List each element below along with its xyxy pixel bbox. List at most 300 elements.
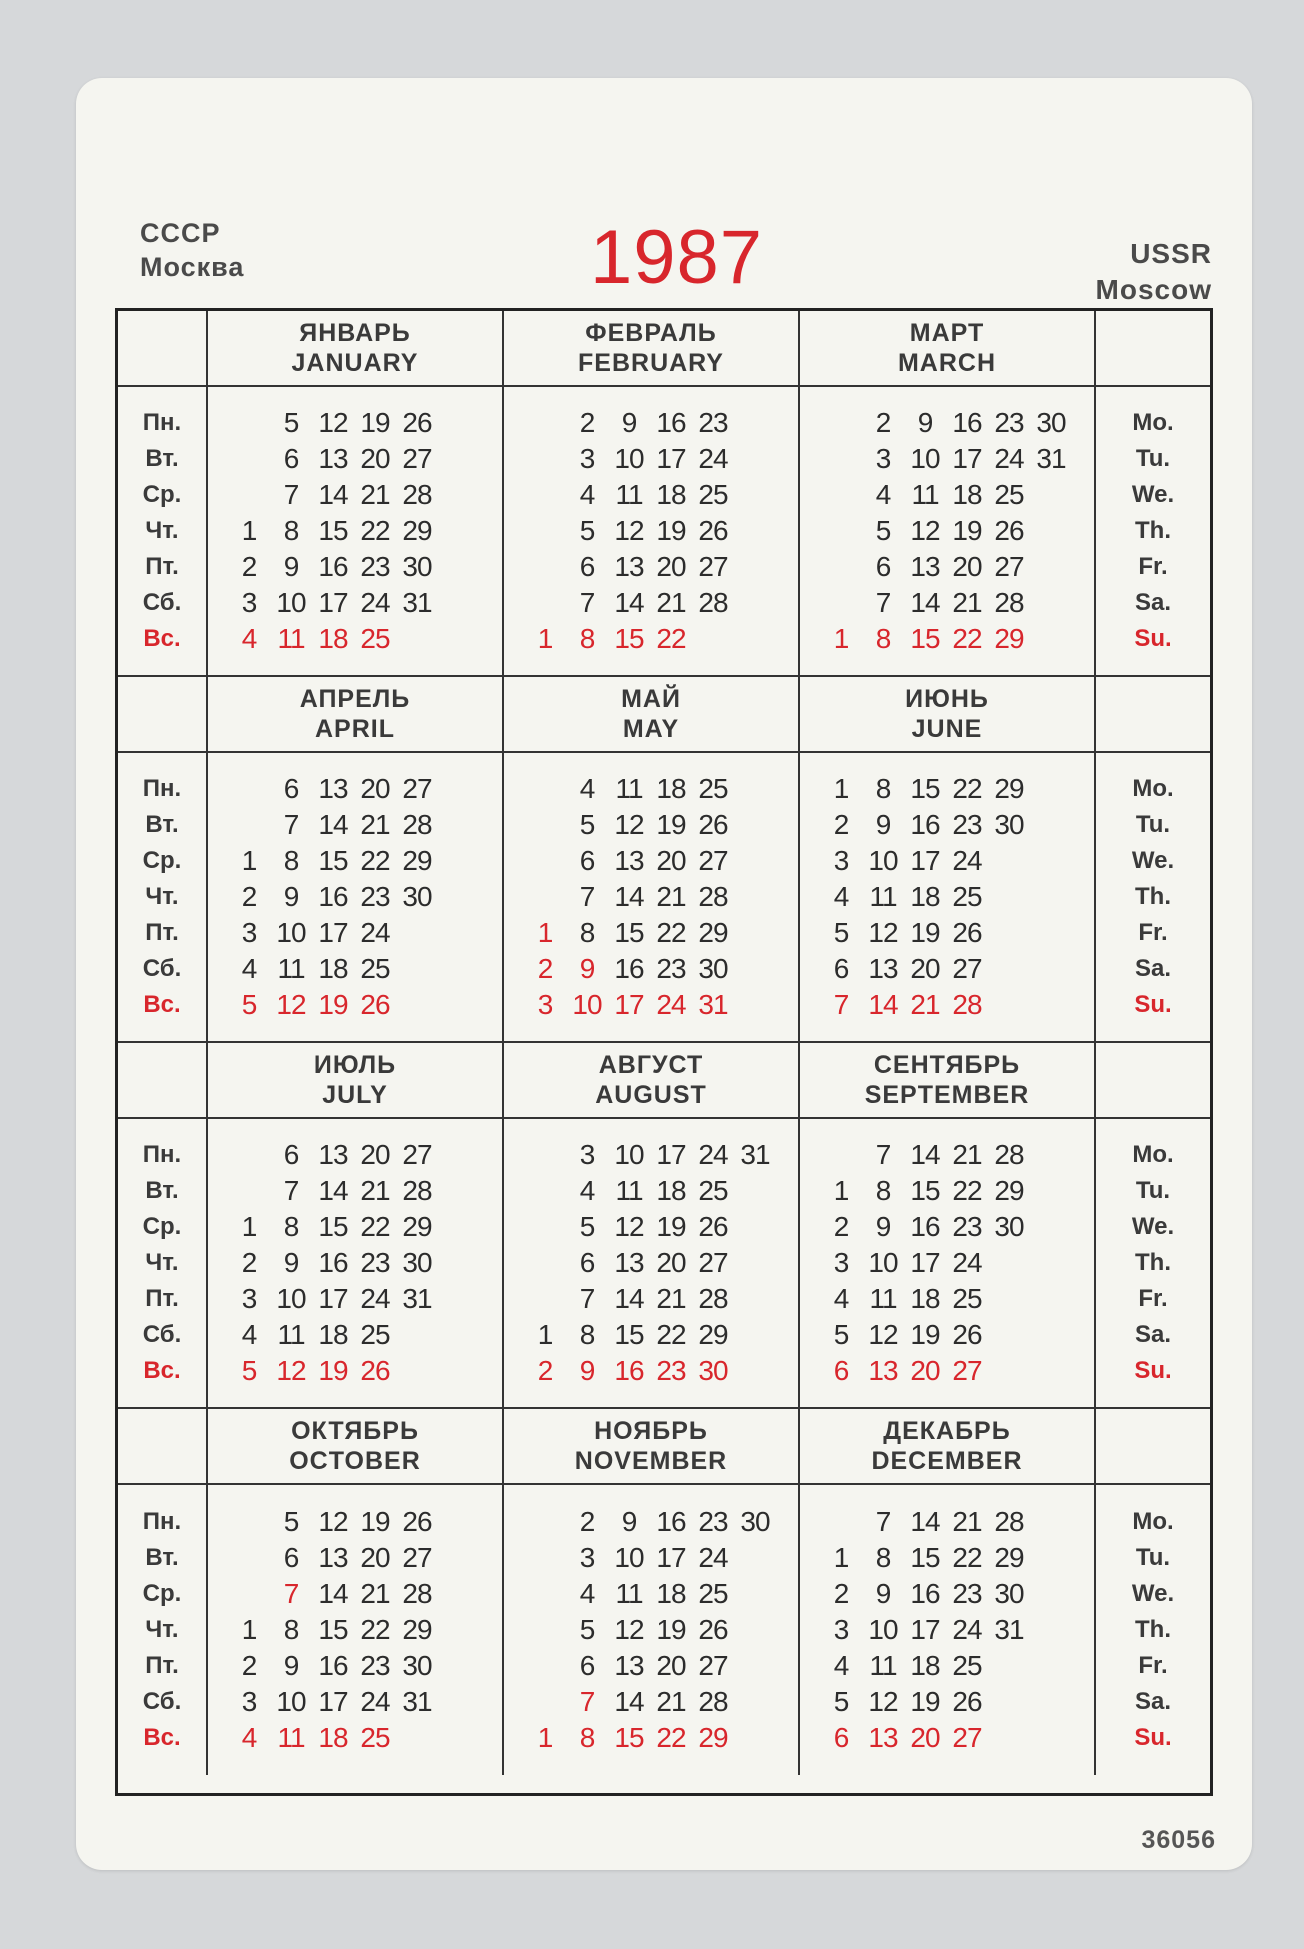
day-number: 19 — [656, 809, 686, 840]
week-row — [526, 771, 798, 807]
day-number: 18 — [318, 953, 348, 984]
month-header — [504, 1043, 800, 1119]
day-number: 4 — [241, 1319, 257, 1350]
day-number: 18 — [318, 1319, 348, 1350]
day-number: 5 — [241, 1355, 257, 1386]
day-number: 15 — [614, 1722, 644, 1753]
day-number: 13 — [614, 845, 644, 876]
weekday-label-en: Fr. — [1138, 1652, 1168, 1679]
day-number: 2 — [833, 1578, 849, 1609]
weekday-label-ru: Пт. — [145, 1652, 179, 1679]
day-number: 3 — [833, 1614, 849, 1645]
week-row — [230, 1648, 502, 1684]
day-number: 25 — [698, 479, 728, 510]
day-number: 27 — [994, 551, 1024, 582]
day-number: 12 — [910, 515, 940, 546]
week-row — [822, 1648, 1094, 1684]
day-number: 19 — [656, 515, 686, 546]
weekday-label-en: We. — [1131, 1213, 1175, 1240]
weekday-labels-en — [1096, 1485, 1210, 1775]
day-number: 21 — [910, 989, 940, 1020]
weekday-label-ru: Вс. — [143, 625, 181, 652]
month-name-en: MARCH — [897, 349, 997, 377]
day-number: 9 — [283, 1650, 299, 1681]
grid-corner-cell — [118, 1409, 208, 1485]
day-number: 8 — [579, 1722, 595, 1753]
day-number: 4 — [579, 479, 595, 510]
week-row — [230, 1684, 502, 1720]
week-row — [230, 1317, 502, 1353]
week-row — [230, 843, 502, 879]
week-row — [822, 807, 1094, 843]
grid-corner-cell — [1096, 677, 1210, 753]
weekday-label-ru: Сб. — [142, 1688, 182, 1715]
day-number: 15 — [614, 623, 644, 654]
day-number: 18 — [656, 1578, 686, 1609]
day-number: 21 — [656, 881, 686, 912]
day-number: 28 — [994, 1139, 1024, 1170]
week-row — [230, 1209, 502, 1245]
day-number: 5 — [579, 1614, 595, 1645]
weekday-label-en: Tu. — [1135, 1544, 1171, 1571]
weekday-label-ru: Вс. — [143, 1724, 181, 1751]
month-days — [504, 753, 800, 1043]
month-name-en: NOVEMBER — [574, 1447, 728, 1475]
month-name-en: AUGUST — [595, 1081, 707, 1109]
day-number: 30 — [1036, 407, 1066, 438]
month-header — [208, 1043, 504, 1119]
week-row — [526, 1353, 798, 1389]
day-number: 16 — [910, 1211, 940, 1242]
weekday-label-ru: Пн. — [142, 775, 182, 802]
weekday-label-en: Tu. — [1135, 811, 1171, 838]
day-number: 1 — [537, 1722, 553, 1753]
day-number: 4 — [579, 773, 595, 804]
day-number: 22 — [360, 1211, 390, 1242]
country-ru: СССР — [140, 218, 221, 248]
weekday-label-ru: Вс. — [143, 991, 181, 1018]
day-number: 15 — [318, 1614, 348, 1645]
month-name-ru: НОЯБРЬ — [594, 1417, 708, 1445]
day-number: 14 — [318, 1578, 348, 1609]
day-number: 17 — [952, 443, 982, 474]
day-number: 7 — [579, 1686, 595, 1717]
week-row — [526, 1209, 798, 1245]
day-number: 23 — [698, 1506, 728, 1537]
week-row — [526, 915, 798, 951]
day-number: 28 — [402, 809, 432, 840]
day-number: 24 — [360, 587, 390, 618]
week-row — [822, 1576, 1094, 1612]
day-number: 25 — [360, 1319, 390, 1350]
day-number: 1 — [833, 773, 849, 804]
day-number: 29 — [402, 1614, 432, 1645]
month-name-en: SEPTEMBER — [864, 1081, 1030, 1109]
weekday-label-ru: Сб. — [142, 955, 182, 982]
day-number: 9 — [875, 1578, 891, 1609]
day-number: 17 — [318, 917, 348, 948]
day-number: 21 — [952, 1139, 982, 1170]
day-number: 17 — [656, 1139, 686, 1170]
day-number: 24 — [698, 1139, 728, 1170]
month-name-ru: АПРЕЛЬ — [299, 685, 411, 713]
day-number: 5 — [241, 989, 257, 1020]
day-number: 15 — [910, 1542, 940, 1573]
weekday-label-ru: Пн. — [142, 1141, 182, 1168]
day-number: 14 — [910, 587, 940, 618]
day-number: 8 — [283, 515, 299, 546]
header-left — [140, 216, 244, 284]
weekday-label-ru: Вт. — [145, 1177, 179, 1204]
day-number: 27 — [698, 1650, 728, 1681]
week-row — [822, 1281, 1094, 1317]
day-number: 6 — [833, 1722, 849, 1753]
week-row — [822, 441, 1094, 477]
day-number: 8 — [283, 1211, 299, 1242]
day-number: 21 — [656, 587, 686, 618]
day-number: 16 — [952, 407, 982, 438]
day-number: 20 — [952, 551, 982, 582]
day-number: 17 — [656, 1542, 686, 1573]
day-number: 12 — [318, 407, 348, 438]
weekday-label-ru: Ср. — [142, 481, 182, 508]
month-header — [208, 677, 504, 753]
day-number: 4 — [579, 1578, 595, 1609]
weekday-labels-ru — [118, 753, 208, 1043]
day-number: 13 — [868, 953, 898, 984]
day-number: 15 — [614, 917, 644, 948]
day-number: 11 — [277, 953, 305, 984]
weekday-label-ru: Чт. — [145, 517, 179, 544]
day-number: 18 — [318, 1722, 348, 1753]
day-number: 19 — [360, 407, 390, 438]
day-number: 2 — [579, 407, 595, 438]
day-number: 5 — [833, 1319, 849, 1350]
day-number: 21 — [360, 809, 390, 840]
day-number: 12 — [276, 989, 306, 1020]
day-number: 19 — [318, 1355, 348, 1386]
day-number: 24 — [994, 443, 1024, 474]
day-number: 13 — [910, 551, 940, 582]
day-number: 2 — [833, 809, 849, 840]
day-number: 16 — [656, 407, 686, 438]
month-name-en: JULY — [322, 1081, 388, 1109]
day-number: 11 — [277, 1722, 305, 1753]
week-row — [526, 621, 798, 657]
day-number: 3 — [579, 443, 595, 474]
day-number: 21 — [360, 479, 390, 510]
day-number: 3 — [241, 917, 257, 948]
day-number: 16 — [910, 1578, 940, 1609]
day-number: 6 — [833, 1355, 849, 1386]
month-name-ru: СЕНТЯБРЬ — [873, 1051, 1021, 1079]
day-number: 20 — [360, 1542, 390, 1573]
day-number: 22 — [360, 1614, 390, 1645]
weekday-label-en: Tu. — [1135, 1177, 1171, 1204]
day-number: 13 — [614, 1247, 644, 1278]
month-header — [800, 1043, 1096, 1119]
weekday-label-en: Mo. — [1132, 775, 1174, 802]
day-number: 24 — [952, 845, 982, 876]
week-row — [822, 771, 1094, 807]
day-number: 6 — [283, 1542, 299, 1573]
day-number: 4 — [241, 623, 257, 654]
day-number: 21 — [360, 1175, 390, 1206]
day-number: 26 — [698, 1614, 728, 1645]
day-number: 6 — [579, 1247, 595, 1278]
month-name-ru: ОКТЯБРЬ — [291, 1417, 419, 1445]
day-number: 10 — [614, 443, 644, 474]
day-number: 25 — [952, 881, 982, 912]
day-number: 9 — [621, 1506, 637, 1537]
day-number: 14 — [318, 1175, 348, 1206]
weekday-label-ru: Сб. — [142, 1321, 182, 1348]
day-number: 28 — [402, 1578, 432, 1609]
day-number: 1 — [833, 1542, 849, 1573]
day-number: 27 — [952, 1722, 982, 1753]
day-number: 13 — [868, 1355, 898, 1386]
day-number: 9 — [283, 551, 299, 582]
day-number: 5 — [283, 1506, 299, 1537]
day-number: 14 — [614, 587, 644, 618]
day-number: 12 — [868, 1319, 898, 1350]
day-number: 29 — [994, 1175, 1024, 1206]
day-number: 1 — [537, 917, 553, 948]
month-name-en: JUNE — [911, 715, 983, 743]
week-row — [526, 1576, 798, 1612]
day-number: 22 — [360, 845, 390, 876]
day-number: 17 — [656, 443, 686, 474]
day-number: 7 — [833, 989, 849, 1020]
day-number: 7 — [875, 1506, 891, 1537]
month-name-en: DECEMBER — [871, 1447, 1023, 1475]
day-number: 29 — [994, 1542, 1024, 1573]
week-row — [230, 477, 502, 513]
day-number: 22 — [656, 917, 686, 948]
day-number: 10 — [868, 1614, 898, 1645]
day-number: 1 — [241, 845, 257, 876]
day-number: 23 — [952, 1211, 982, 1242]
month-name-ru: ИЮНЬ — [905, 685, 989, 713]
day-number: 4 — [833, 881, 849, 912]
day-number: 1 — [833, 1175, 849, 1206]
day-number: 27 — [698, 1247, 728, 1278]
day-number: 28 — [698, 881, 728, 912]
week-row — [822, 1209, 1094, 1245]
day-number: 30 — [740, 1506, 770, 1537]
day-number: 20 — [656, 1247, 686, 1278]
day-number: 31 — [994, 1614, 1024, 1645]
day-number: 5 — [875, 515, 891, 546]
day-number: 30 — [402, 881, 432, 912]
weekday-label-en: Su. — [1134, 625, 1172, 652]
day-number: 16 — [318, 1247, 348, 1278]
day-number: 26 — [952, 917, 982, 948]
week-row — [822, 1173, 1094, 1209]
day-number: 7 — [875, 587, 891, 618]
day-number: 5 — [579, 515, 595, 546]
month-name-en: APRIL — [315, 715, 395, 743]
weekday-label-ru: Пт. — [145, 1285, 179, 1312]
day-number: 27 — [952, 1355, 982, 1386]
day-number: 17 — [318, 1686, 348, 1717]
day-number: 7 — [283, 809, 299, 840]
day-number: 15 — [318, 845, 348, 876]
weekday-label-en: Sa. — [1134, 955, 1172, 982]
week-row — [526, 1317, 798, 1353]
day-number: 9 — [579, 1355, 595, 1386]
city-ru: Москва — [140, 252, 245, 282]
weekday-label-en: Fr. — [1138, 919, 1168, 946]
day-number: 23 — [360, 881, 390, 912]
day-number: 24 — [360, 1283, 390, 1314]
week-row — [526, 1720, 798, 1756]
day-number: 25 — [952, 1283, 982, 1314]
day-number: 29 — [698, 1722, 728, 1753]
day-number: 29 — [698, 917, 728, 948]
day-number: 4 — [875, 479, 891, 510]
day-number: 19 — [952, 515, 982, 546]
day-number: 19 — [910, 1686, 940, 1717]
day-number: 1 — [537, 1319, 553, 1350]
day-number: 26 — [360, 989, 390, 1020]
weekday-label-ru: Вт. — [145, 445, 179, 472]
day-number: 18 — [318, 623, 348, 654]
day-number: 20 — [910, 1355, 940, 1386]
day-number: 15 — [614, 1319, 644, 1350]
day-number: 16 — [910, 809, 940, 840]
weekday-label-ru: Чт. — [145, 1249, 179, 1276]
day-number: 3 — [833, 845, 849, 876]
day-number: 5 — [283, 407, 299, 438]
month-name-ru: МАЙ — [621, 685, 681, 713]
year-title: 1987 — [590, 215, 764, 300]
week-row — [526, 1173, 798, 1209]
day-number: 4 — [833, 1283, 849, 1314]
day-number: 3 — [537, 989, 553, 1020]
week-row — [526, 1540, 798, 1576]
day-number: 12 — [868, 1686, 898, 1717]
week-row — [822, 621, 1094, 657]
day-number: 8 — [875, 623, 891, 654]
day-number: 10 — [868, 845, 898, 876]
week-row — [526, 585, 798, 621]
day-number: 8 — [283, 845, 299, 876]
day-number: 14 — [868, 989, 898, 1020]
day-number: 10 — [910, 443, 940, 474]
day-number: 21 — [952, 587, 982, 618]
day-number: 31 — [402, 1686, 432, 1717]
day-number: 28 — [994, 1506, 1024, 1537]
header-right — [1096, 236, 1212, 308]
day-number: 26 — [698, 515, 728, 546]
week-row — [526, 1612, 798, 1648]
day-number: 5 — [579, 809, 595, 840]
month-days — [800, 387, 1096, 677]
day-number: 5 — [579, 1211, 595, 1242]
day-number: 3 — [579, 1542, 595, 1573]
day-number: 22 — [952, 773, 982, 804]
day-number: 2 — [833, 1211, 849, 1242]
weekday-labels-ru — [118, 1119, 208, 1409]
day-number: 23 — [360, 551, 390, 582]
week-row — [230, 1173, 502, 1209]
day-number: 16 — [614, 1355, 644, 1386]
week-row — [526, 843, 798, 879]
day-number: 2 — [537, 1355, 553, 1386]
day-number: 11 — [869, 1283, 897, 1314]
day-number: 8 — [579, 917, 595, 948]
grid-corner-cell — [118, 1043, 208, 1119]
day-number: 30 — [402, 1247, 432, 1278]
weekday-label-en: Sa. — [1134, 1688, 1172, 1715]
day-number: 26 — [994, 515, 1024, 546]
day-number: 14 — [910, 1139, 940, 1170]
day-number: 30 — [994, 1211, 1024, 1242]
week-row — [526, 1281, 798, 1317]
week-row — [822, 585, 1094, 621]
day-number: 9 — [621, 407, 637, 438]
day-number: 24 — [698, 1542, 728, 1573]
day-number: 31 — [740, 1139, 770, 1170]
month-header — [800, 677, 1096, 753]
day-number: 2 — [241, 551, 257, 582]
week-row — [230, 987, 502, 1023]
week-row — [230, 771, 502, 807]
day-number: 16 — [318, 1650, 348, 1681]
weekday-label-en: Mo. — [1132, 409, 1174, 436]
day-number: 15 — [318, 515, 348, 546]
day-number: 22 — [952, 623, 982, 654]
day-number: 13 — [318, 773, 348, 804]
weekday-label-en: Su. — [1134, 991, 1172, 1018]
day-number: 12 — [318, 1506, 348, 1537]
day-number: 18 — [656, 773, 686, 804]
day-number: 8 — [875, 1175, 891, 1206]
weekday-label-en: Tu. — [1135, 445, 1171, 472]
week-row — [230, 807, 502, 843]
day-number: 22 — [952, 1175, 982, 1206]
day-number: 18 — [910, 1283, 940, 1314]
week-row — [526, 1245, 798, 1281]
week-row — [230, 621, 502, 657]
week-row — [822, 879, 1094, 915]
day-number: 20 — [656, 845, 686, 876]
weekday-label-en: Su. — [1134, 1724, 1172, 1751]
day-number: 11 — [615, 773, 643, 804]
week-row — [822, 843, 1094, 879]
day-number: 13 — [318, 1542, 348, 1573]
day-number: 27 — [402, 773, 432, 804]
day-number: 4 — [833, 1650, 849, 1681]
day-number: 30 — [698, 1355, 728, 1386]
day-number: 18 — [910, 1650, 940, 1681]
day-number: 28 — [698, 587, 728, 618]
week-row — [526, 549, 798, 585]
day-number: 24 — [698, 443, 728, 474]
day-number: 22 — [656, 1722, 686, 1753]
day-number: 8 — [579, 623, 595, 654]
week-row — [230, 1576, 502, 1612]
day-number: 28 — [402, 1175, 432, 1206]
weekday-label-ru: Пт. — [145, 919, 179, 946]
day-number: 11 — [277, 1319, 305, 1350]
day-number: 29 — [402, 845, 432, 876]
day-number: 6 — [283, 1139, 299, 1170]
day-number: 4 — [579, 1175, 595, 1206]
weekday-label-ru: Пн. — [142, 409, 182, 436]
day-number: 1 — [241, 1211, 257, 1242]
